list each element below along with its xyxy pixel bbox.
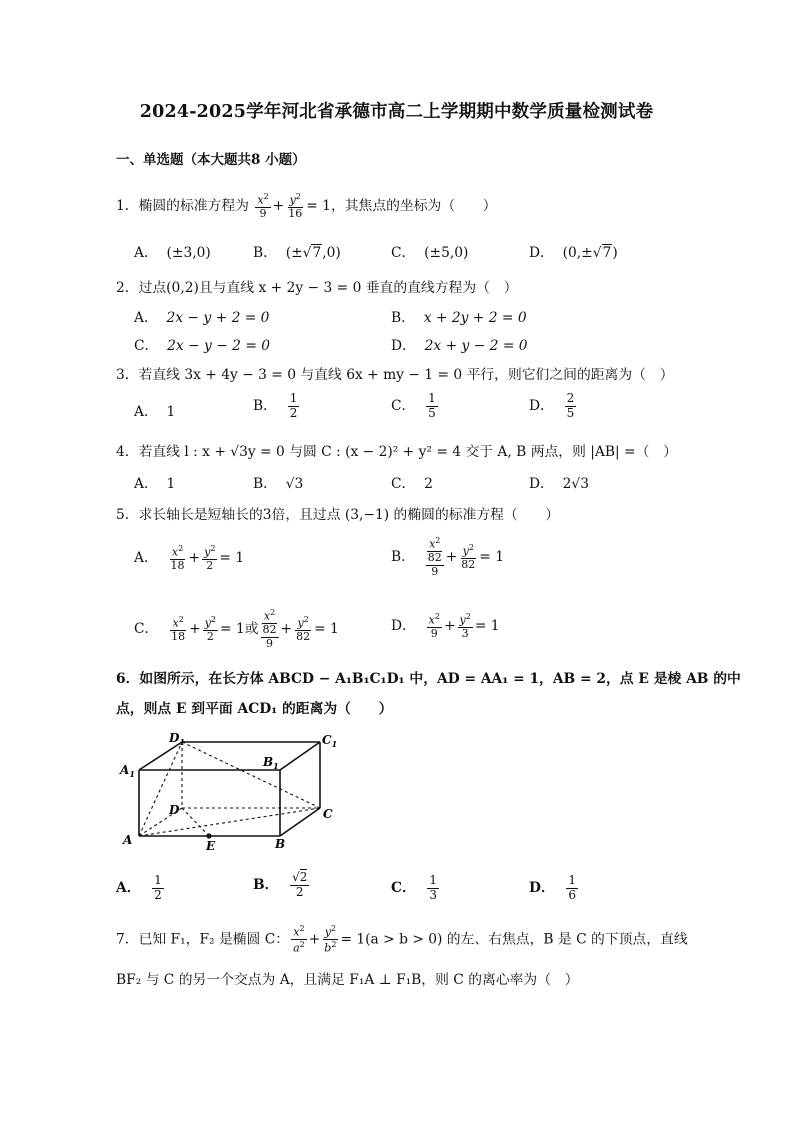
label-b: B bbox=[275, 837, 286, 851]
question-3: 3．若直线 3x + 4y − 3 = 0 与直线 6x + my − 1 = 0 平行，则它们之间的距离为（ ） bbox=[116, 367, 674, 383]
q5-option-d[interactable]: D． $\frac{x^2}{9}$ + $\frac{y^2}{3}$ = 1 bbox=[391, 612, 500, 641]
label-d1: $D_1$ bbox=[169, 731, 185, 747]
q4-option-a[interactable]: A． 1 bbox=[134, 476, 176, 492]
question-2: 2．过点(0,2)且与直线 x + 2y − 3 = 0 垂直的直线方程为（ ） bbox=[116, 280, 518, 296]
q2-option-c[interactable]: C． 2x − y − 2 = 0 bbox=[134, 338, 271, 354]
q1-option-c[interactable]: C． (±5,0) bbox=[391, 245, 469, 261]
question-7-line1: 7．已知 F₁，F₂ 是椭圆 C： $\frac{x^2}{a^2}$ + $\frac{y^2}{b^2}$ = 1(a > b > 0) 的左、右焦点，B 是 C 的下顶点，直线 bbox=[116, 924, 688, 955]
label-a1: $A_1$ bbox=[120, 763, 135, 779]
q1-option-a[interactable]: A． (±3,0) bbox=[134, 245, 211, 261]
q2-option-d[interactable]: D． 2x + y − 2 = 0 bbox=[391, 338, 528, 354]
q6-option-d[interactable]: D． $\frac{1}{6}$ bbox=[529, 873, 577, 902]
q4-option-d[interactable]: D． 2√3 bbox=[529, 476, 589, 492]
q6-option-c[interactable]: C． $\frac{1}{3}$ bbox=[391, 873, 438, 902]
question-5: 5．求长轴长是短轴长的3倍，且过点 (3,−1) 的椭圆的标准方程（ ） bbox=[116, 507, 560, 523]
label-c1: $C_1$ bbox=[322, 733, 338, 749]
q3-option-b[interactable]: B． $\frac{1}{2}$ bbox=[253, 391, 298, 420]
question-6-line2: 点，则点 E 到平面 ACD₁ 的距离为（ ） bbox=[116, 701, 393, 717]
q5-option-a[interactable]: A． $\frac{x^2}{18}$ + $\frac{y^2}{2}$ = 1 bbox=[134, 544, 245, 573]
label-b1: $B_1$ bbox=[263, 755, 279, 771]
q6-option-b[interactable]: B． $\frac{√2}{2}$ bbox=[253, 870, 308, 899]
q2-option-b[interactable]: B． x + 2y + 2 = 0 bbox=[391, 310, 527, 326]
q5-option-c[interactable]: C． $\frac{x^2}{18}$ + $\frac{y^2}{2}$ = 1或 $x^2$ 82 9 + $\frac{y^2}{82}$ = 1 bbox=[134, 608, 339, 650]
question-1: 1．椭圆的标准方程为 $\frac{x^2}{9}$ + $\frac{y^2}{16}$ = 1，其焦点的坐标为（ ） bbox=[116, 192, 497, 221]
q5-option-b[interactable]: B． $x^2$ 82 9 + $\frac{y^2}{82}$ = 1 bbox=[391, 536, 505, 578]
q1-option-b[interactable]: B． (±√7,0) bbox=[253, 245, 341, 261]
question-7-line2: BF₂ 与 C 的另一个交点为 A，且满足 F₁A ⊥ F₁B，则 C 的离心率为（ ） bbox=[116, 972, 579, 988]
label-c: C bbox=[323, 807, 333, 821]
cuboid-figure bbox=[117, 728, 342, 856]
q2-option-a[interactable]: A． 2x − y + 2 = 0 bbox=[134, 310, 270, 326]
q3-option-d[interactable]: D． $\frac{2}{5}$ bbox=[529, 391, 575, 420]
q3-option-a[interactable]: A． 1 bbox=[134, 404, 176, 420]
label-a: A bbox=[123, 833, 133, 847]
label-d: D bbox=[169, 803, 180, 817]
section-heading: 一、单选题（本大题共8 小题） bbox=[116, 152, 306, 168]
q4-option-b[interactable]: B． √3 bbox=[253, 476, 304, 492]
question-4: 4．若直线 l : x + √3y = 0 与圆 C : (x − 2)² + y² = 4 交于 A, B 两点，则 |AB| =（ ） bbox=[116, 444, 677, 460]
q6-option-a[interactable]: A． $\frac{1}{2}$ bbox=[116, 873, 162, 902]
q1-option-d[interactable]: D． (0,±√7) bbox=[529, 245, 618, 261]
q4-option-c[interactable]: C． 2 bbox=[391, 476, 433, 492]
question-6-line1: 6．如图所示，在长方体 ABCD − A₁B₁C₁D₁ 中，AD = AA₁ = 1，AB = 2，点 E 是棱 AB 的中 bbox=[116, 671, 741, 687]
q3-option-c[interactable]: C． $\frac{1}{5}$ bbox=[391, 391, 436, 420]
page-title: 2024-2025学年河北省承德市高二上学期期中数学质量检测试卷 bbox=[139, 102, 654, 122]
label-e: E bbox=[206, 839, 216, 853]
